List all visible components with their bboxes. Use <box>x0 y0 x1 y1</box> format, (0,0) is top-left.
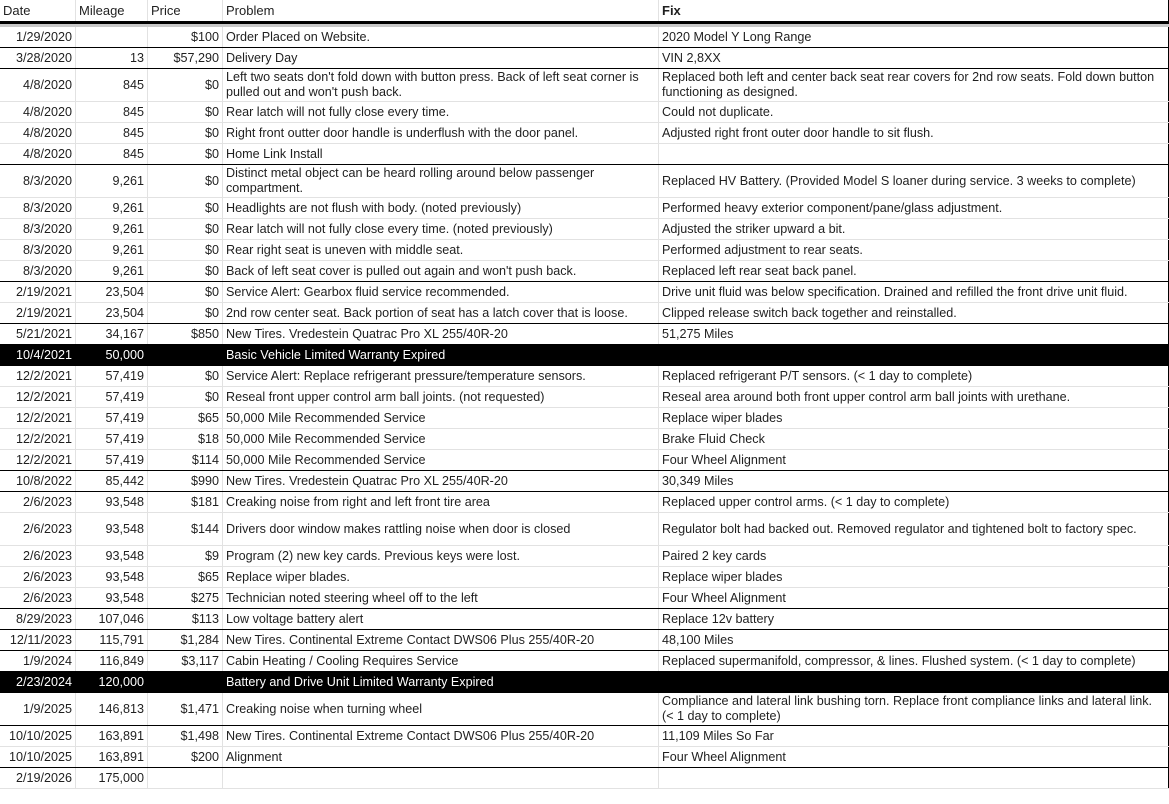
cell-price[interactable]: $0 <box>148 366 223 386</box>
column-header-fix[interactable]: Fix <box>659 0 1169 21</box>
cell-date[interactable]: 4/8/2020 <box>0 144 76 164</box>
cell-price[interactable]: $0 <box>148 303 223 323</box>
cell-problem[interactable]: Cabin Heating / Cooling Requires Service <box>223 651 659 671</box>
cell-date[interactable]: 2/6/2023 <box>0 513 76 545</box>
cell-fix[interactable]: Compliance and lateral link bushing torn. Replace front compliance links and lateral link. (< 1 day to complete) <box>659 693 1169 725</box>
cell-date[interactable]: 2/6/2023 <box>0 588 76 608</box>
cell-problem[interactable]: New Tires. Continental Extreme Contact DWS06 Plus 255/40R-20 <box>223 630 659 650</box>
cell-date[interactable]: 1/29/2020 <box>0 27 76 47</box>
table-row <box>0 48 1169 69</box>
table-row <box>0 282 1169 303</box>
cell-date[interactable]: 3/28/2020 <box>0 48 76 68</box>
cell-mileage[interactable]: 23,504 <box>76 303 148 323</box>
cell-date[interactable]: 4/8/2020 <box>0 69 76 101</box>
cell-fix[interactable]: 51,275 Miles <box>659 324 1169 344</box>
cell-fix[interactable]: Clipped release switch back together and reinstalled. <box>659 303 1169 323</box>
cell-date[interactable]: 1/9/2024 <box>0 651 76 671</box>
table-row <box>0 471 1169 492</box>
cell-date[interactable]: 12/2/2021 <box>0 366 76 386</box>
table-row <box>0 324 1169 345</box>
cell-fix[interactable]: Replaced upper control arms. (< 1 day to complete) <box>659 492 1169 512</box>
cell-problem[interactable]: Replace wiper blades. <box>223 567 659 587</box>
cell-mileage[interactable] <box>76 27 148 47</box>
cell-mileage[interactable]: 50,000 <box>76 345 148 365</box>
cell-mileage[interactable]: 57,419 <box>76 366 148 386</box>
table-row <box>0 219 1169 240</box>
cell-fix[interactable] <box>659 144 1169 164</box>
cell-date[interactable]: 2/6/2023 <box>0 546 76 566</box>
table-row <box>0 303 1169 324</box>
cell-mileage[interactable]: 93,548 <box>76 567 148 587</box>
cell-price[interactable]: $1,471 <box>148 693 223 725</box>
cell-fix[interactable]: Regulator bolt had backed out. Removed regulator and tightened bolt to factory spec. <box>659 513 1169 545</box>
cell-mileage[interactable]: 85,442 <box>76 471 148 491</box>
cell-problem[interactable]: New Tires. Vredestein Quatrac Pro XL 255/40R-20 <box>223 471 659 491</box>
table-row <box>0 492 1169 513</box>
cell-problem[interactable]: Low voltage battery alert <box>223 609 659 629</box>
cell-date[interactable]: 2/6/2023 <box>0 492 76 512</box>
column-header-mileage[interactable]: Mileage <box>76 0 148 21</box>
cell-date[interactable]: 5/21/2021 <box>0 324 76 344</box>
cell-date[interactable]: 2/19/2026 <box>0 768 76 788</box>
cell-mileage[interactable]: 115,791 <box>76 630 148 650</box>
cell-price[interactable]: $1,498 <box>148 726 223 746</box>
cell-date[interactable]: 4/8/2020 <box>0 123 76 143</box>
cell-mileage[interactable]: 93,548 <box>76 492 148 512</box>
cell-fix[interactable]: Four Wheel Alignment <box>659 450 1169 470</box>
cell-problem[interactable]: Delivery Day <box>223 48 659 68</box>
cell-fix[interactable]: Brake Fluid Check <box>659 429 1169 449</box>
table-row <box>0 123 1169 144</box>
cell-price[interactable]: $65 <box>148 408 223 428</box>
cell-mileage[interactable]: 120,000 <box>76 672 148 692</box>
cell-fix[interactable]: Four Wheel Alignment <box>659 747 1169 767</box>
cell-date[interactable]: 12/11/2023 <box>0 630 76 650</box>
cell-mileage[interactable]: 57,419 <box>76 387 148 407</box>
cell-fix[interactable]: Could not duplicate. <box>659 102 1169 122</box>
cell-price[interactable]: $0 <box>148 387 223 407</box>
table-row <box>0 546 1169 567</box>
cell-mileage[interactable]: 57,419 <box>76 450 148 470</box>
cell-date[interactable]: 2/6/2023 <box>0 567 76 587</box>
cell-problem[interactable]: Creaking noise when turning wheel <box>223 693 659 725</box>
milestone-row <box>0 345 1169 366</box>
cell-price[interactable]: $9 <box>148 546 223 566</box>
cell-date[interactable]: 2/19/2021 <box>0 303 76 323</box>
cell-fix[interactable]: Drive unit fluid was below specification. Drained and refilled the front drive unit fluid. <box>659 282 1169 302</box>
cell-mileage[interactable]: 93,548 <box>76 546 148 566</box>
cell-price[interactable]: $65 <box>148 567 223 587</box>
column-header-date[interactable]: Date <box>0 0 76 21</box>
cell-problem[interactable]: New Tires. Continental Extreme Contact DWS06 Plus 255/40R-20 <box>223 726 659 746</box>
cell-price[interactable]: $1,284 <box>148 630 223 650</box>
header-row <box>0 0 1169 24</box>
column-header-price[interactable]: Price <box>148 0 223 21</box>
cell-price[interactable]: $0 <box>148 102 223 122</box>
cell-problem[interactable]: Service Alert: Replace refrigerant pressure/temperature sensors. <box>223 366 659 386</box>
cell-date[interactable]: 8/3/2020 <box>0 261 76 281</box>
cell-problem[interactable]: Battery and Drive Unit Limited Warranty Expired <box>223 672 659 692</box>
table-row <box>0 429 1169 450</box>
cell-fix[interactable] <box>659 345 1169 365</box>
cell-mileage[interactable]: 845 <box>76 102 148 122</box>
cell-date[interactable]: 8/3/2020 <box>0 240 76 260</box>
table-row <box>0 366 1169 387</box>
cell-date[interactable]: 2/19/2021 <box>0 282 76 302</box>
cell-mileage[interactable]: 34,167 <box>76 324 148 344</box>
cell-mileage[interactable]: 845 <box>76 144 148 164</box>
table-row <box>0 651 1169 672</box>
cell-price[interactable]: $0 <box>148 282 223 302</box>
cell-fix[interactable]: Replaced supermanifold, compressor, & lines. Flushed system. (< 1 day to complete) <box>659 651 1169 671</box>
cell-date[interactable]: 10/8/2022 <box>0 471 76 491</box>
cell-fix[interactable]: Replaced HV Battery. (Provided Model S loaner during service. 3 weeks to complete) <box>659 165 1169 197</box>
cell-fix[interactable]: Adjusted the striker upward a bit. <box>659 219 1169 239</box>
cell-mileage[interactable]: 9,261 <box>76 261 148 281</box>
cell-date[interactable]: 8/3/2020 <box>0 165 76 197</box>
cell-fix[interactable]: 2020 Model Y Long Range <box>659 27 1169 47</box>
cell-price[interactable]: $114 <box>148 450 223 470</box>
cell-mileage[interactable]: 9,261 <box>76 219 148 239</box>
cell-mileage[interactable]: 13 <box>76 48 148 68</box>
cell-date[interactable]: 12/2/2021 <box>0 429 76 449</box>
cell-price[interactable] <box>148 768 223 788</box>
cell-price[interactable]: $181 <box>148 492 223 512</box>
table-row <box>0 165 1169 198</box>
cell-problem[interactable]: Rear latch will not fully close every time. <box>223 102 659 122</box>
cell-date[interactable]: 10/10/2025 <box>0 747 76 767</box>
cell-price[interactable] <box>148 345 223 365</box>
cell-problem[interactable]: 2nd row center seat. Back portion of seat has a latch cover that is loose. <box>223 303 659 323</box>
table-row <box>0 261 1169 282</box>
cell-problem[interactable]: 50,000 Mile Recommended Service <box>223 450 659 470</box>
cell-mileage[interactable]: 107,046 <box>76 609 148 629</box>
cell-fix[interactable]: Replace wiper blades <box>659 567 1169 587</box>
cell-price[interactable]: $0 <box>148 165 223 197</box>
table-row <box>0 693 1169 726</box>
cell-problem[interactable]: Back of left seat cover is pulled out again and won't push back. <box>223 261 659 281</box>
cell-mileage[interactable]: 57,419 <box>76 408 148 428</box>
cell-price[interactable]: $0 <box>148 69 223 101</box>
table-row <box>0 240 1169 261</box>
cell-fix[interactable]: Replaced refrigerant P/T sensors. (< 1 day to complete) <box>659 366 1169 386</box>
cell-mileage[interactable]: 93,548 <box>76 588 148 608</box>
table-row <box>0 630 1169 651</box>
cell-fix[interactable]: Four Wheel Alignment <box>659 588 1169 608</box>
cell-problem[interactable]: Service Alert: Gearbox fluid service recommended. <box>223 282 659 302</box>
table-body <box>0 27 1169 789</box>
cell-price[interactable]: $0 <box>148 261 223 281</box>
cell-price[interactable] <box>148 672 223 692</box>
cell-problem[interactable]: Reseal front upper control arm ball joints. (not requested) <box>223 387 659 407</box>
cell-mileage[interactable]: 23,504 <box>76 282 148 302</box>
cell-date[interactable]: 10/4/2021 <box>0 345 76 365</box>
cell-price[interactable]: $0 <box>148 198 223 218</box>
table-row <box>0 144 1169 165</box>
cell-price[interactable]: $200 <box>148 747 223 767</box>
table-row <box>0 768 1169 789</box>
cell-date[interactable]: 12/2/2021 <box>0 387 76 407</box>
cell-problem[interactable]: 50,000 Mile Recommended Service <box>223 408 659 428</box>
cell-date[interactable]: 8/29/2023 <box>0 609 76 629</box>
column-header-problem[interactable]: Problem <box>223 0 659 21</box>
cell-problem[interactable]: Basic Vehicle Limited Warranty Expired <box>223 345 659 365</box>
cell-fix[interactable]: 11,109 Miles So Far <box>659 726 1169 746</box>
table-row <box>0 198 1169 219</box>
table-row <box>0 102 1169 123</box>
milestone-row <box>0 672 1169 693</box>
cell-price[interactable]: $57,290 <box>148 48 223 68</box>
cell-problem[interactable]: Alignment <box>223 747 659 767</box>
cell-problem[interactable]: Headlights are not flush with body. (noted previously) <box>223 198 659 218</box>
table-row <box>0 567 1169 588</box>
cell-mileage[interactable]: 146,813 <box>76 693 148 725</box>
cell-problem[interactable]: Distinct metal object can be heard rolling around below passenger compartment. <box>223 165 659 197</box>
cell-date[interactable]: 1/9/2025 <box>0 693 76 725</box>
cell-fix[interactable]: 48,100 Miles <box>659 630 1169 650</box>
cell-mileage[interactable]: 845 <box>76 69 148 101</box>
cell-mileage[interactable]: 9,261 <box>76 198 148 218</box>
cell-fix[interactable]: Replace 12v battery <box>659 609 1169 629</box>
cell-fix[interactable]: Replace wiper blades <box>659 408 1169 428</box>
cell-date[interactable]: 12/2/2021 <box>0 450 76 470</box>
table-row <box>0 27 1169 48</box>
cell-price[interactable]: $3,117 <box>148 651 223 671</box>
cell-fix[interactable]: Paired 2 key cards <box>659 546 1169 566</box>
cell-problem[interactable]: Rear right seat is uneven with middle seat. <box>223 240 659 260</box>
table-row <box>0 450 1169 471</box>
cell-date[interactable]: 4/8/2020 <box>0 102 76 122</box>
table-row <box>0 609 1169 630</box>
cell-date[interactable]: 8/3/2020 <box>0 219 76 239</box>
cell-price[interactable]: $850 <box>148 324 223 344</box>
cell-mileage[interactable]: 163,891 <box>76 726 148 746</box>
table-row <box>0 513 1169 546</box>
cell-problem[interactable]: Program (2) new key cards. Previous keys were lost. <box>223 546 659 566</box>
cell-mileage[interactable]: 116,849 <box>76 651 148 671</box>
cell-date[interactable]: 8/3/2020 <box>0 198 76 218</box>
cell-date[interactable]: 10/10/2025 <box>0 726 76 746</box>
cell-problem[interactable]: Creaking noise from right and left front tire area <box>223 492 659 512</box>
cell-fix[interactable]: VIN 2,8XX <box>659 48 1169 68</box>
cell-price[interactable]: $0 <box>148 144 223 164</box>
cell-fix[interactable]: Performed adjustment to rear seats. <box>659 240 1169 260</box>
cell-problem[interactable]: Left two seats don't fold down with button press. Back of left seat corner is pulled out and won't push back. <box>223 69 659 101</box>
cell-mileage[interactable]: 93,548 <box>76 513 148 545</box>
cell-price[interactable]: $0 <box>148 240 223 260</box>
cell-problem[interactable]: New Tires. Vredestein Quatrac Pro XL 255/40R-20 <box>223 324 659 344</box>
table-row <box>0 408 1169 429</box>
cell-fix[interactable] <box>659 672 1169 692</box>
cell-problem[interactable]: Technician noted steering wheel off to the left <box>223 588 659 608</box>
cell-mileage[interactable]: 845 <box>76 123 148 143</box>
cell-mileage[interactable]: 9,261 <box>76 165 148 197</box>
cell-problem[interactable]: Order Placed on Website. <box>223 27 659 47</box>
cell-fix[interactable] <box>659 768 1169 788</box>
cell-date[interactable]: 12/2/2021 <box>0 408 76 428</box>
cell-price[interactable]: $18 <box>148 429 223 449</box>
cell-price[interactable]: $113 <box>148 609 223 629</box>
cell-problem[interactable] <box>223 768 659 788</box>
table-row <box>0 726 1169 747</box>
cell-problem[interactable]: Rear latch will not fully close every time. (noted previously) <box>223 219 659 239</box>
cell-mileage[interactable]: 163,891 <box>76 747 148 767</box>
cell-problem[interactable]: Right front outter door handle is underflush with the door panel. <box>223 123 659 143</box>
cell-price[interactable]: $100 <box>148 27 223 47</box>
cell-mileage[interactable]: 175,000 <box>76 768 148 788</box>
cell-price[interactable]: $990 <box>148 471 223 491</box>
cell-mileage[interactable]: 9,261 <box>76 240 148 260</box>
cell-fix[interactable]: 30,349 Miles <box>659 471 1169 491</box>
cell-price[interactable]: $0 <box>148 123 223 143</box>
table-row <box>0 588 1169 609</box>
cell-fix[interactable]: Replaced left rear seat back panel. <box>659 261 1169 281</box>
cell-fix[interactable]: Adjusted right front outer door handle to sit flush. <box>659 123 1169 143</box>
cell-price[interactable]: $144 <box>148 513 223 545</box>
cell-problem[interactable]: Home Link Install <box>223 144 659 164</box>
cell-fix[interactable]: Performed heavy exterior component/pane/glass adjustment. <box>659 198 1169 218</box>
cell-problem[interactable]: Drivers door window makes rattling noise when door is closed <box>223 513 659 545</box>
cell-date[interactable]: 2/23/2024 <box>0 672 76 692</box>
cell-fix[interactable]: Reseal area around both front upper control arm ball joints with urethane. <box>659 387 1169 407</box>
cell-fix[interactable]: Replaced both left and center back seat rear covers for 2nd row seats. Fold down button functioning as designed. <box>659 69 1169 101</box>
cell-problem[interactable]: 50,000 Mile Recommended Service <box>223 429 659 449</box>
cell-price[interactable]: $275 <box>148 588 223 608</box>
table-row <box>0 69 1169 102</box>
cell-mileage[interactable]: 57,419 <box>76 429 148 449</box>
table-row <box>0 747 1169 768</box>
table-row <box>0 387 1169 408</box>
cell-price[interactable]: $0 <box>148 219 223 239</box>
